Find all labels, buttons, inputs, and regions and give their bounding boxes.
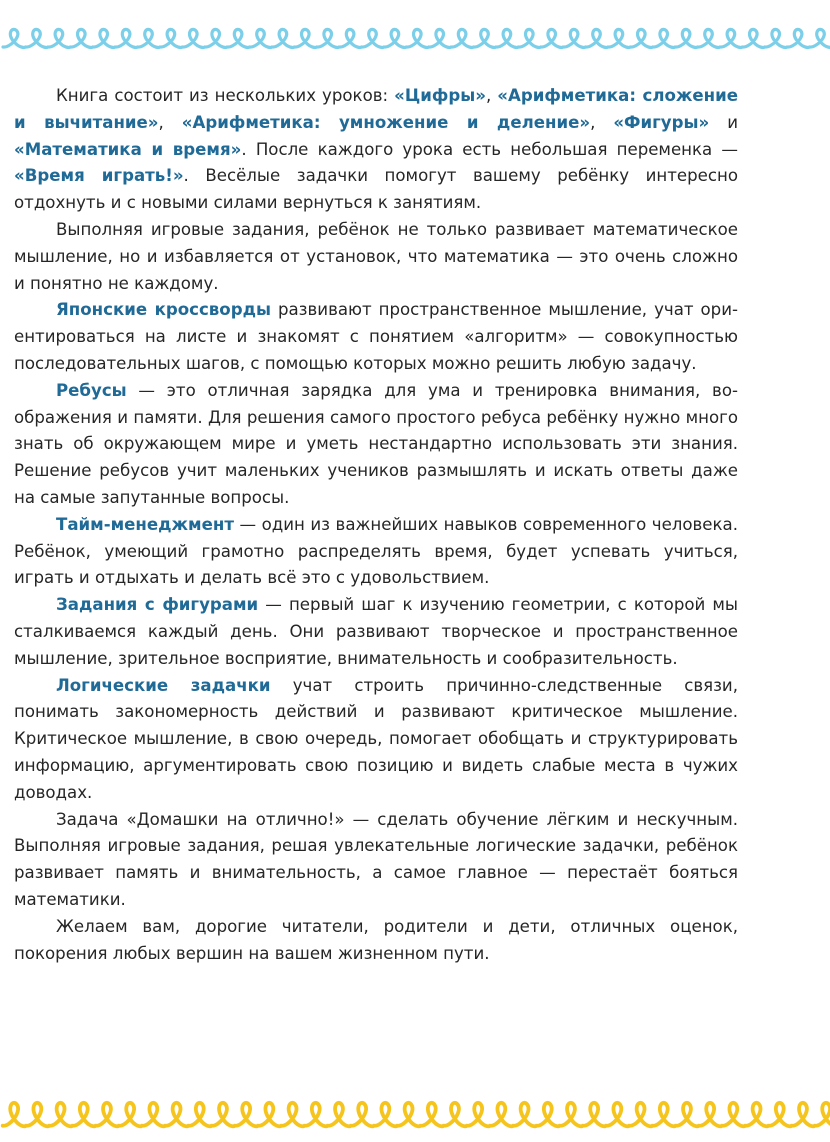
highlighted-term: Тайм-менеджмент: [56, 514, 234, 534]
paragraph: [14, 914, 738, 968]
loop-border-line: [3, 29, 830, 47]
paragraph: [14, 807, 738, 914]
paragraph: [14, 217, 738, 297]
text-run: Желаем вам, дорогие читатели, родители и дети, отличных оценок, покорения любых вершин на вашем жизненном пути.: [14, 916, 738, 963]
highlighted-term: «Цифры»: [394, 86, 486, 105]
top-decorative-border: [0, 22, 830, 56]
text-run: учат строить причинно-следственные связи, понимать закономерность действий и развивают критическое мышление. Критическое мышление, в свою очередь, помогает обобщать и структурировать информацию, аргументировать свою позицию и видеть слабые места в чужих доводах.: [14, 675, 738, 802]
paragraph: [14, 673, 738, 807]
highlighted-term: «Фигуры»: [613, 112, 710, 132]
text-run: — это отличная зарядка для ума и тренировка внимания, воображения и памяти. Для решения самого простого ребуса ребёнку нужно много знать об окружающем мире и уметь нестандартно использовать эти знания. Решение ребусов учит маленьких учеников размышлять и искать ответы даже на самые запутанные вопросы.: [14, 380, 738, 507]
text-run: Задача «Домашки на отлично!» — сделать обучение лёгким и нескучным. Выполняя игровые задания, решая увлекательные логические задачки, ребёнок развивает память и внимательность, а самое главное — перестаёт бояться математики.: [14, 809, 738, 909]
paragraph: [14, 378, 738, 512]
highlighted-term: Ребусы: [56, 380, 127, 400]
text-run: и: [709, 112, 739, 132]
paragraph: [14, 297, 738, 377]
highlighted-term: «Математика и время»: [14, 139, 242, 159]
text-run: . После каждого урока есть небольшая переменка —: [241, 139, 738, 159]
text-run: ,: [590, 112, 614, 132]
paragraph: [14, 592, 738, 672]
text-run: Выполняя игровые задания, ребёнок не только развивает математическое мышление, но и избавляется от установок, что математика — это очень сложно и понятно не каждому.: [14, 219, 738, 293]
highlighted-term: «Арифметика: сложение и вычитание»: [14, 86, 738, 132]
intro-text: [14, 83, 738, 967]
text-run: ,: [158, 112, 182, 132]
text-run: развивают пространственное мышление, учат ориентироваться на листе и знакомят с понятием «алгоритм» — совокупностью последовательных шагов, с помощью которых можно решить любую задачу.: [14, 300, 738, 373]
highlighted-term: «Время играть!»: [14, 166, 184, 186]
text-run: — первый шаг к изучению геометрии, с которой мы сталкиваемся каждый день. Они развивают творческое и пространственное мышление, зрительное восприятие, внимательность и сообразительность.: [14, 595, 738, 668]
paragraph: [14, 83, 738, 217]
text-run: . Весёлые задачки помогут вашему ребёнку интересно отдохнуть и с новыми силами вернуться к занятиям.: [14, 166, 738, 213]
highlighted-term: Японские кроссворды: [56, 300, 271, 320]
text-run: ,: [485, 86, 498, 105]
bottom-decorative-border: [0, 1094, 830, 1134]
paragraph: [14, 512, 738, 592]
text-run: — один из важнейших навыков современного человека. Ребёнок, умеющий грамотно распределять время, будет успевать учиться, играть и отдыхать и делать всё это с удовольствием.: [14, 514, 738, 588]
highlighted-term: «Арифметика: умножение и деление»: [181, 112, 591, 132]
loop-border-line: [3, 1103, 830, 1126]
text-run: Книга состоит из нескольких уроков:: [56, 86, 395, 105]
highlighted-term: Задания с фигурами: [56, 595, 259, 615]
highlighted-term: Логические задачки: [56, 675, 271, 695]
